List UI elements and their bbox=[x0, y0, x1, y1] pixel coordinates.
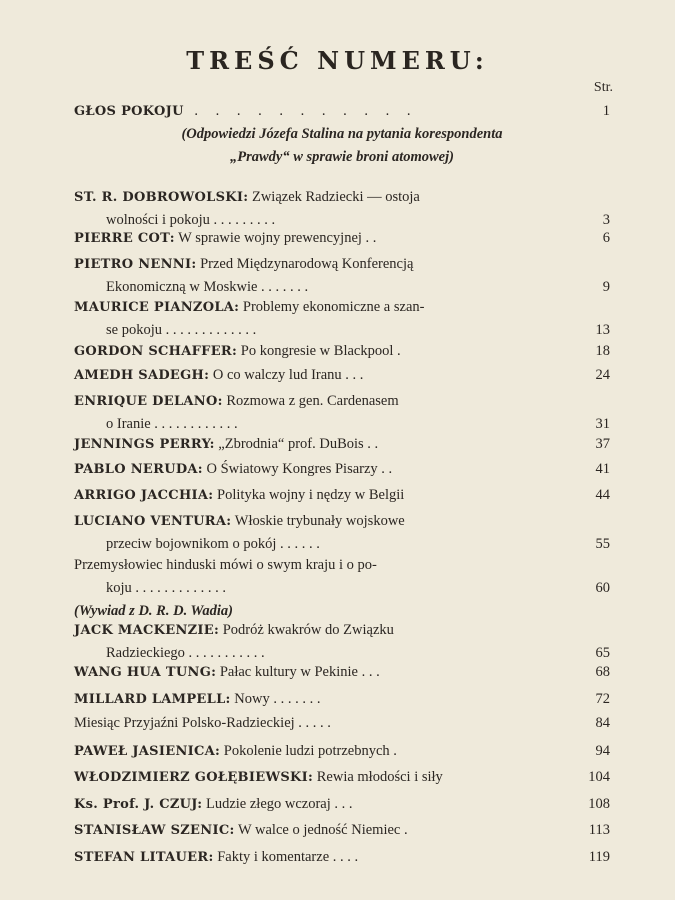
entry-page-number: 24 bbox=[595, 367, 610, 383]
contents-entry bbox=[74, 364, 610, 387]
entry-text bbox=[74, 846, 358, 869]
entry-author: PIERRE COT: bbox=[74, 231, 175, 246]
entry-page-number: 13 bbox=[595, 322, 610, 338]
entry-author: STEFAN LITAUER: bbox=[74, 850, 214, 865]
entry-title: Rozmowa z gen. Cardenasem bbox=[226, 393, 399, 409]
entry-page-number: 60 bbox=[595, 580, 610, 596]
entry-text bbox=[74, 712, 331, 735]
entry-title-continued: se pokoju . . . . . . . . . . . . . bbox=[106, 322, 257, 338]
entry-text bbox=[74, 661, 380, 684]
entry-title: O co walczy lud Iranu . . . bbox=[212, 367, 364, 383]
entry-page-number: 94 bbox=[595, 743, 610, 759]
entry-author: MILLARD LAMPELL: bbox=[74, 692, 231, 707]
entry-text bbox=[74, 484, 404, 507]
entry-page-number: 41 bbox=[595, 461, 610, 477]
entry-title: Przed Międzynarodową Konferencją bbox=[200, 256, 414, 272]
entry-title: Polityka wojny i nędzy w Belgii bbox=[217, 487, 405, 503]
contents-entry bbox=[74, 740, 610, 763]
entry-text bbox=[74, 390, 399, 413]
entry-page-number: 84 bbox=[595, 715, 610, 731]
entry-text bbox=[74, 554, 377, 577]
contents-entry bbox=[74, 390, 610, 436]
contents-entry bbox=[74, 712, 610, 735]
entry-text bbox=[74, 340, 401, 363]
contents-entry bbox=[74, 433, 610, 456]
entry-author: WŁODZIMIERZ GOŁĘBIEWSKI: bbox=[74, 770, 314, 785]
entry-author: AMEDH SADEGH: bbox=[74, 368, 210, 383]
contents-entry bbox=[74, 458, 610, 481]
entry-author: PIETRO NENNI: bbox=[74, 257, 197, 272]
contents-entry bbox=[74, 819, 610, 842]
entry-title: Fakty i komentarze . . . . bbox=[217, 849, 359, 865]
entry-text bbox=[74, 458, 392, 481]
entry-note: (Odpowiedzi Józefa Stalina na pytania korespondenta bbox=[181, 126, 503, 142]
entry-page-number: 68 bbox=[595, 664, 610, 680]
entry-text bbox=[74, 819, 408, 842]
entry-author: WANG HUA TUNG: bbox=[74, 665, 217, 680]
entry-text bbox=[74, 740, 397, 763]
entry-text bbox=[74, 433, 378, 456]
entry-page-number: 113 bbox=[588, 822, 610, 838]
contents-entry bbox=[74, 484, 610, 507]
entry-text bbox=[74, 100, 417, 123]
entry-page-number: 55 bbox=[595, 536, 610, 552]
contents-entry bbox=[74, 661, 610, 684]
entry-author: ST. R. DOBROWOLSKI: bbox=[74, 190, 249, 205]
contents-entry bbox=[74, 227, 610, 250]
entry-author: Ks. Prof. J. CZUJ: bbox=[74, 797, 203, 812]
entry-leader: . . . . . . . . . . . bbox=[183, 103, 418, 119]
entry-text bbox=[74, 364, 363, 387]
contents-entry bbox=[74, 846, 610, 869]
entry-title: W sprawie wojny prewencyjnej . . bbox=[178, 230, 377, 246]
entry-title: Pokolenie ludzi potrzebnych . bbox=[223, 743, 397, 759]
entry-title: Nowy . . . . . . . bbox=[234, 691, 321, 707]
entry-text bbox=[74, 227, 376, 250]
entry-page-number: 108 bbox=[588, 796, 610, 812]
entry-title: Przemysłowiec hinduski mówi o swym kraju i o po- bbox=[74, 557, 377, 573]
entry-author: JACK MACKENZIE: bbox=[74, 623, 220, 638]
entry-page-number: 72 bbox=[595, 691, 610, 707]
entry-title-continued: wolności i pokoju . . . . . . . . . bbox=[106, 212, 276, 228]
page-column-label: Str. bbox=[593, 80, 613, 95]
entry-title: Podróż kwakrów do Związku bbox=[222, 622, 394, 638]
contents-entry bbox=[74, 186, 610, 232]
entry-title-continued: o Iranie . . . . . . . . . . . . bbox=[106, 416, 238, 432]
entry-title-continued: Radzieckiego . . . . . . . . . . . bbox=[106, 645, 265, 661]
entry-text bbox=[74, 619, 394, 642]
entry-title-continued: koju . . . . . . . . . . . . . bbox=[106, 580, 227, 596]
contents-entry bbox=[74, 253, 610, 299]
entry-text bbox=[74, 253, 413, 276]
entry-author: PAWEŁ JASIENICA: bbox=[74, 744, 221, 759]
entry-author: GORDON SCHAFFER: bbox=[74, 344, 238, 359]
entry-title: Problemy ekonomiczne a szan- bbox=[242, 299, 425, 315]
entry-page-number: 65 bbox=[595, 645, 610, 661]
contents-entry bbox=[74, 296, 610, 342]
contents-entry bbox=[74, 510, 610, 556]
entry-page-number: 37 bbox=[595, 436, 610, 452]
entry-author: MAURICE PIANZOLA: bbox=[74, 300, 240, 315]
entry-page-number: 1 bbox=[602, 103, 610, 119]
contents-entry bbox=[74, 554, 610, 623]
entry-page-number: 6 bbox=[602, 230, 610, 246]
entry-title: W walce o jedność Niemiec . bbox=[237, 822, 408, 838]
entry-page-number: 18 bbox=[595, 343, 610, 359]
entry-title: O Światowy Kongres Pisarzy . . bbox=[206, 461, 393, 477]
entry-note: „Prawdy“ w sprawie broni atomowej) bbox=[230, 149, 454, 165]
page-title: TREŚĆ NUMERU: bbox=[186, 46, 489, 75]
entry-title: Miesiąc Przyjaźni Polsko-Radzieckiej . . . . . bbox=[74, 715, 331, 731]
entry-text bbox=[74, 296, 424, 319]
contents-entry bbox=[74, 766, 610, 789]
entry-page-number: 3 bbox=[602, 212, 610, 228]
entry-author: ARRIGO JACCHIA: bbox=[74, 488, 214, 503]
entry-text bbox=[74, 766, 443, 789]
entry-author: LUCIANO VENTURA: bbox=[74, 514, 232, 529]
entry-text bbox=[74, 510, 405, 533]
entry-text bbox=[74, 186, 420, 209]
entry-page-number: 44 bbox=[595, 487, 610, 503]
entry-note: (Wywiad z D. R. D. Wadia) bbox=[74, 603, 233, 619]
entry-page-number: 31 bbox=[595, 416, 610, 432]
entry-title: „Zbrodnia“ prof. DuBois . . bbox=[218, 436, 379, 452]
entry-page-number: 119 bbox=[588, 849, 610, 865]
entry-title: Pałac kultury w Pekinie . . . bbox=[219, 664, 380, 680]
contents-entry bbox=[74, 688, 610, 711]
contents-entry bbox=[74, 793, 610, 816]
contents-entry bbox=[74, 340, 610, 363]
entry-title: Rewia młodości i siły bbox=[316, 769, 443, 785]
entry-text bbox=[74, 688, 320, 711]
entry-author: JENNINGS PERRY: bbox=[74, 437, 215, 452]
entry-page-number: 104 bbox=[588, 769, 610, 785]
entry-text bbox=[74, 793, 353, 816]
contents-entry bbox=[74, 100, 610, 169]
entry-title-continued: przeciw bojownikom o pokój . . . . . . bbox=[106, 536, 320, 552]
entry-title: Włoskie trybunały wojskowe bbox=[234, 513, 405, 529]
entry-author: ENRIQUE DELANO: bbox=[74, 394, 223, 409]
entry-page-number: 9 bbox=[602, 279, 610, 295]
entry-author: GŁOS POKOJU bbox=[74, 104, 184, 119]
entry-title: Po kongresie w Blackpool . bbox=[240, 343, 401, 359]
entry-title: Ludzie złego wczoraj . . . bbox=[205, 796, 353, 812]
entry-title-continued: Ekonomiczną w Moskwie . . . . . . . bbox=[106, 279, 309, 295]
contents-entry bbox=[74, 619, 610, 665]
entry-title: Związek Radziecki — ostoja bbox=[251, 189, 420, 205]
entry-author: STANISŁAW SZENIC: bbox=[74, 823, 235, 838]
entry-author: PABLO NERUDA: bbox=[74, 462, 203, 477]
